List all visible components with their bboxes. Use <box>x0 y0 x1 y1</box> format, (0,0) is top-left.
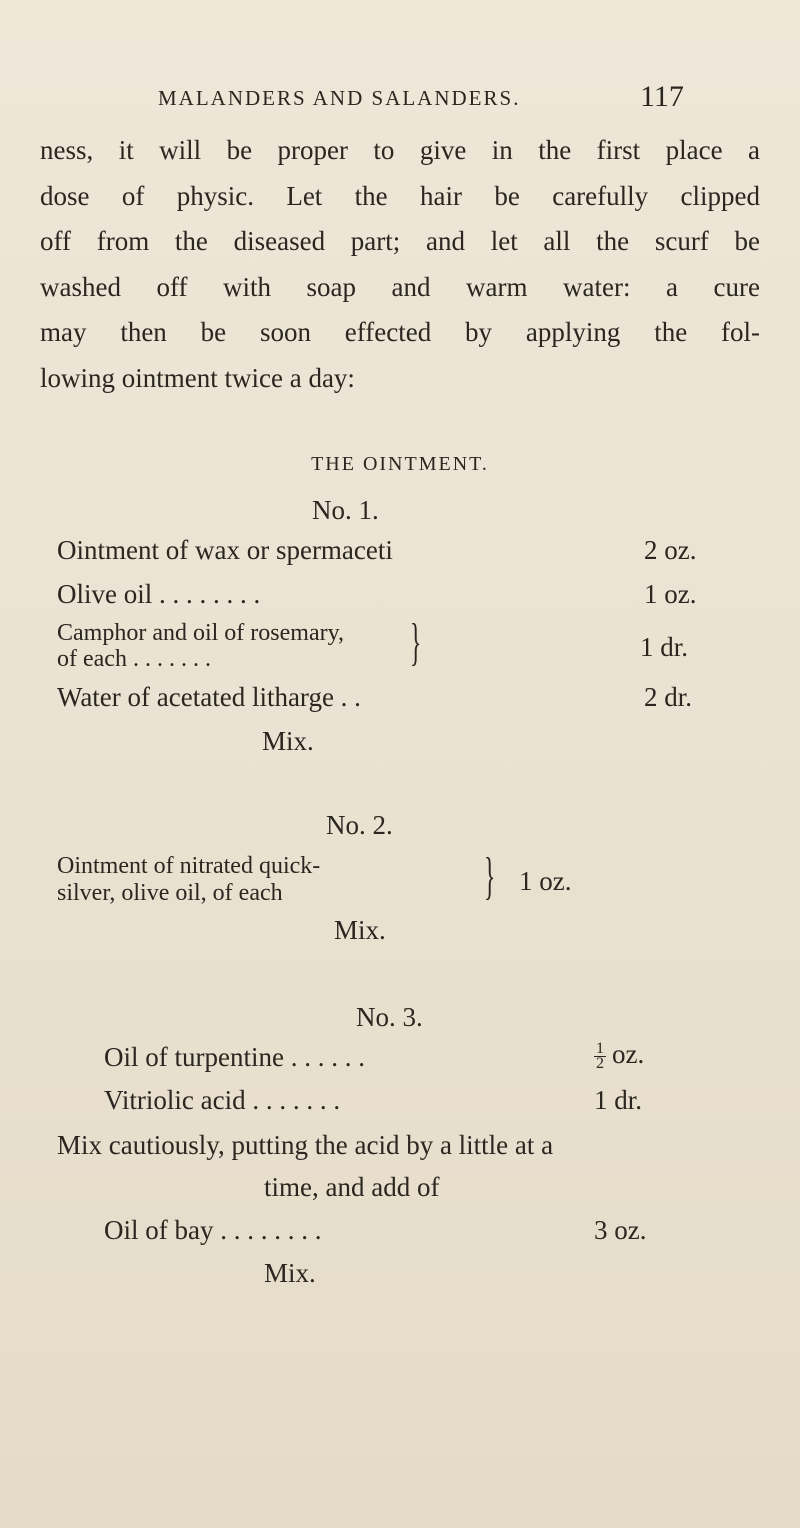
recipe-3-number: No. 3. <box>356 1002 423 1032</box>
recipe-3-item-1-name: Oil of turpentine . . . . . . <box>104 1042 365 1072</box>
brace-glyph: } <box>484 848 496 905</box>
recipe-3-final-item-name: Oil of bay . . . . . . . . <box>104 1215 322 1245</box>
recipe-2-mix: Mix. <box>334 915 386 945</box>
brace-glyph: } <box>410 614 422 671</box>
running-head: MALANDERS AND SALANDERS. <box>158 86 521 110</box>
recipe-3-instruction-line-1: Mix cautiously, putting the acid by a little at a <box>57 1130 554 1160</box>
recipe-2-number: No. 2. <box>326 810 393 840</box>
recipe-1-item-2-name: Olive oil . . . . . . . . <box>57 579 261 609</box>
recipe-1-item-4-name: Water of acetated litharge . . <box>57 682 361 712</box>
recipe-1-item-4-quantity: 2 dr. <box>644 682 693 712</box>
intro-line: dose of physic. Let the hair be carefully clipped <box>40 180 760 211</box>
intro-line: off from the diseased part; and let all the scurf be <box>40 226 760 256</box>
recipe-1-number: No. 1. <box>312 495 379 525</box>
recipe-1-item-3-quantity: 1 dr. <box>640 632 689 662</box>
section-title: THE OINTMENT. <box>311 453 489 475</box>
recipe-1-mix: Mix. <box>262 726 314 756</box>
intro-line: may then be soon effected by applying the fol- <box>40 317 760 347</box>
recipe-1-item-1-quantity: 2 oz. <box>644 535 697 565</box>
page-header <box>0 80 800 120</box>
recipe-3-mix: Mix. <box>264 1258 316 1288</box>
recipe-3-item-1-quantity: $\frac{1}{2}$ oz. <box>596 1039 645 1073</box>
recipe-3-item-2-quantity: 1 dr. <box>594 1085 643 1115</box>
recipe-1-item-3-name-line-1: Camphor and oil of rosemary, <box>57 620 345 646</box>
intro-line: washed off with soap and warm water: a cure <box>40 271 760 302</box>
recipe-2-quantity: 1 oz. <box>519 866 572 896</box>
fraction: $\frac{1}{2}$ <box>596 1040 604 1073</box>
intro-line: lowing ointment twice a day: <box>40 362 355 393</box>
intro-paragraph <box>40 128 760 401</box>
recipe-2-name-line-1: Ointment of nitrated quick- <box>57 853 321 879</box>
recipe-2-name-line-2: silver, olive oil, of each <box>57 880 283 906</box>
recipe-1-item-2-quantity: 1 oz. <box>644 579 697 609</box>
recipe-3-instruction-line-2: time, and add of <box>264 1172 440 1202</box>
recipe-1-item-3-name-line-2: of each . . . . . . . <box>57 646 211 672</box>
recipe-3-item-2-name: Vitriolic acid . . . . . . . <box>104 1085 341 1115</box>
intro-line: ness, it will be proper to give in the first place a <box>40 135 760 165</box>
recipe-3-final-item-quantity: 3 oz. <box>594 1215 647 1245</box>
page-number: 117 <box>640 80 684 113</box>
recipe-1-item-1-name: Ointment of wax or spermaceti <box>57 535 393 565</box>
